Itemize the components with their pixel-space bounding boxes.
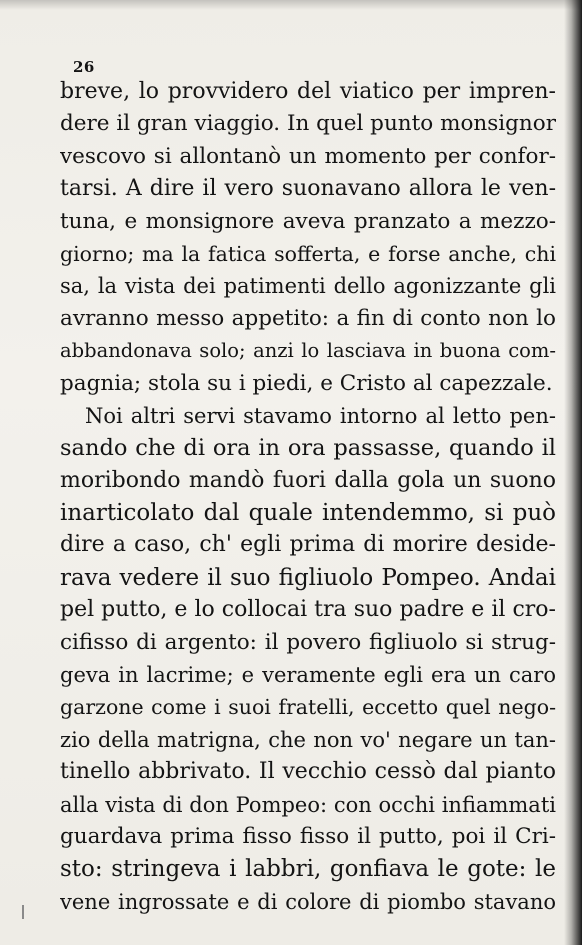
- page-binding-shadow: [564, 0, 582, 945]
- text-line: avranno messo appetito: a fin di conto non lo: [60, 305, 556, 331]
- text-line: breve, lo provvidero del viatico per impren-: [60, 79, 556, 104]
- text-line: pagnia; stola su i piedi, e Cristo al capezzale.: [60, 370, 553, 396]
- text-line: dire a caso, ch' egli prima di morire deside-: [60, 532, 556, 558]
- text-line: sando che di ora in ora passasse, quando il: [60, 435, 556, 462]
- text-line: tuna, e monsignore aveva pranzato a mezzo-: [60, 208, 556, 234]
- text-line: rava vedere il suo figliuolo Pompeo. Andai: [60, 564, 556, 591]
- text-line: tinello abbrivato. Il vecchio cessò dal pianto: [60, 759, 556, 785]
- text-line: giorno; ma la fatica sofferta, e forse anche, chi: [60, 241, 556, 266]
- page-number: 26: [73, 58, 95, 76]
- text-line: zio della matrigna, che non vo' negare un tan-: [60, 727, 556, 752]
- text-line: moribondo mandò fuori dalla gola un suono: [60, 467, 556, 493]
- text-line: vescovo si allontanò un momento per confor-: [60, 143, 556, 169]
- text-line: sa, la vista dei patimenti dello agonizzante gli: [60, 274, 556, 299]
- text-line: alla vista di don Pompeo: con occhi infiammati: [60, 792, 556, 817]
- text-line: dere il gran viaggio. In quel punto monsignor: [60, 111, 556, 137]
- text-line: cifisso di argento: il povero figliuolo si strug-: [60, 629, 556, 655]
- text-line: Noi altri servi stavamo intorno al letto pen-: [85, 403, 556, 428]
- text-line: guardava prima fisso fisso il putto, poi il Cri-: [60, 823, 556, 849]
- text-line: vene ingrossate e di colore di piombo stavano: [60, 889, 556, 914]
- text-line: geva in lacrime; e veramente egli era un caro: [60, 663, 556, 688]
- text-line: sto: stringeva i labbri, gonfiava le gote: le: [60, 856, 556, 883]
- text-line: garzone come i suoi fratelli, eccetto quel nego-: [60, 695, 556, 720]
- text-line: abbandonava solo; anzi lo lasciava in buona com-: [60, 339, 556, 363]
- margin-mark: [22, 905, 24, 919]
- page-top-shadow: [0, 0, 582, 10]
- body-text: [60, 76, 556, 918]
- text-line: tarsi. A dire il vero suonavano allora le ven-: [60, 176, 556, 202]
- text-line: inarticolato dal quale intendemmo, si può: [60, 500, 556, 527]
- text-line: pel putto, e lo collocai tra suo padre e il cro-: [60, 597, 556, 623]
